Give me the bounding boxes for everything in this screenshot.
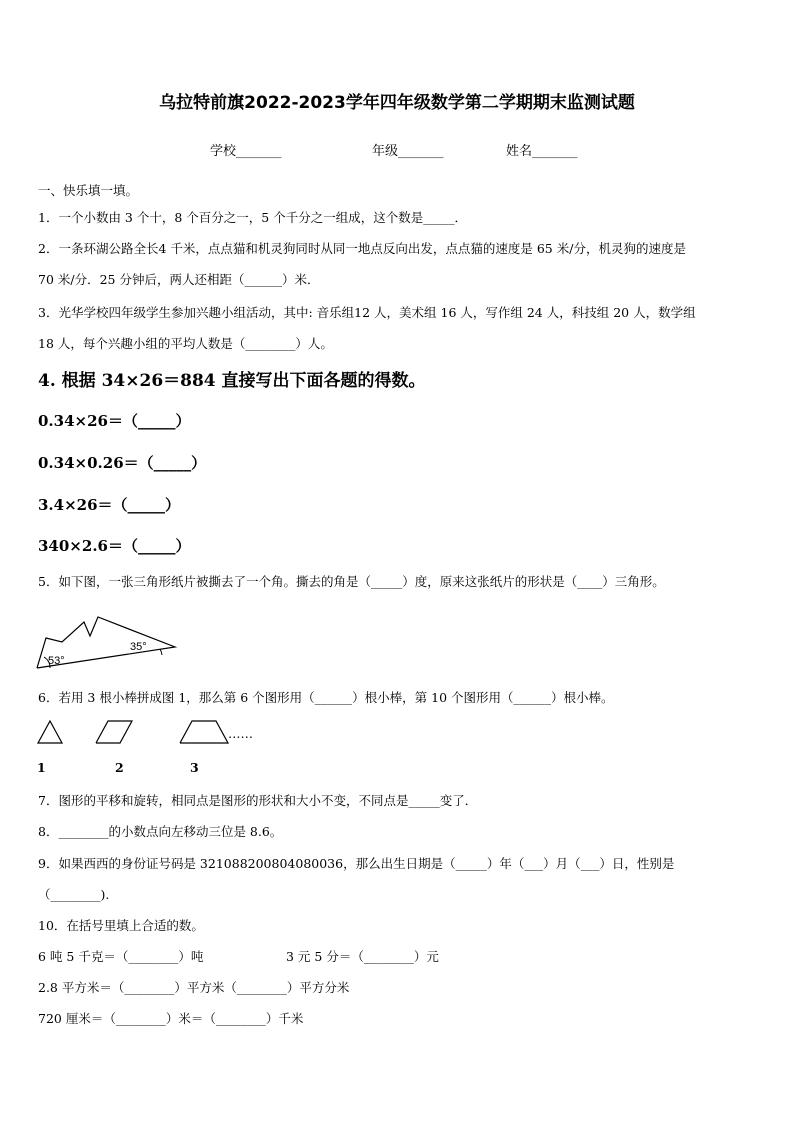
question-9-line-1: 9．如果西西的身份证号码是 321088200804080036，那么出生日期是（_____）年（___）月（___）日，性别是 bbox=[38, 856, 675, 871]
question-2-line-1: 2．一条环湖公路全长4 千米，点点猫和机灵狗同时从同一地点反向出发，点点猫的速度是 65 米/分，机灵狗的速度是 bbox=[38, 241, 686, 256]
question-4-item-4: 340×2.6＝（_____） bbox=[38, 537, 191, 555]
section-heading: 一、快乐填一填。 bbox=[38, 183, 139, 198]
right-angle-arc bbox=[160, 649, 162, 655]
question-10-item-4: 720 厘米＝（________）米＝（________）千米 bbox=[38, 1011, 304, 1026]
question-1: 1．一个小数由 3 个十，8 个百分之一，5 个千分之一组成，这个数是_____． bbox=[38, 210, 467, 225]
question-6: 6．若用 3 根小棒拼成图 1，那么第 6 个图形用（______）根小棒，第 10 个图形用（______）根小棒。 bbox=[38, 690, 614, 705]
question-4-item-3: 3.4×26＝（_____） bbox=[38, 496, 181, 514]
angle-label-right: 35° bbox=[130, 641, 147, 653]
question-10-item-2: 3 元 5 分＝（________）元 bbox=[286, 949, 439, 964]
exam-title: 乌拉特前旗2022-2023学年四年级数学第二学期期末监测试题 bbox=[159, 93, 635, 113]
pattern-label-2: 2 bbox=[115, 760, 124, 775]
question-7: 7．图形的平移和旋转，相同点是图形的形状和大小不变，不同点是_____变了． bbox=[38, 793, 478, 808]
question-3-line-2: 18 人，每个兴趣小组的平均人数是（________）人。 bbox=[38, 336, 333, 351]
question-4: 4. 根据 34×26＝884 直接写出下面各题的得数。 bbox=[38, 371, 426, 391]
question-8: 8．________的小数点向左移动三位是 8.6。 bbox=[38, 824, 283, 839]
angle-label-left: 53° bbox=[48, 655, 65, 667]
pattern-ellipsis: …… bbox=[228, 726, 253, 741]
question-10-item-3: 2.8 平方米＝（________）平方米（________）平方分米 bbox=[38, 980, 350, 995]
pattern-figure-1 bbox=[38, 721, 62, 743]
school-field: 学校_______ bbox=[210, 144, 282, 159]
question-5: 5．如下图，一张三角形纸片被撕去了一个角。撕去的角是（_____）度，原来这张纸片的形状是（____）三角形。 bbox=[38, 574, 665, 589]
pattern-label-1: 1 bbox=[37, 760, 46, 775]
pattern-figure-3 bbox=[180, 721, 228, 743]
question-3-line-1: 3．光华学校四年级学生参加兴趣小组活动，其中: 音乐组12 人，美术组 16 人，写作组 24 人，科技组 20 人，数学组 bbox=[38, 305, 696, 320]
question-4-item-2: 0.34×0.26＝（_____） bbox=[38, 454, 207, 472]
pattern-figure-2 bbox=[96, 721, 132, 743]
question-10: 10．在括号里填上合适的数。 bbox=[38, 918, 204, 933]
name-field: 姓名_______ bbox=[506, 144, 578, 159]
question-2-line-2: 70 米/分．25 分钟后，两人还相距（______）米． bbox=[38, 272, 320, 287]
question-10-item-1: 6 吨 5 千克＝（________）吨 bbox=[38, 949, 204, 964]
question-4-item-1: 0.34×26＝（_____） bbox=[38, 412, 191, 430]
torn-triangle-figure bbox=[34, 612, 179, 672]
grade-field: 年级_______ bbox=[372, 144, 444, 159]
question-9-line-2: （________). bbox=[38, 887, 110, 902]
pattern-label-3: 3 bbox=[190, 760, 199, 775]
